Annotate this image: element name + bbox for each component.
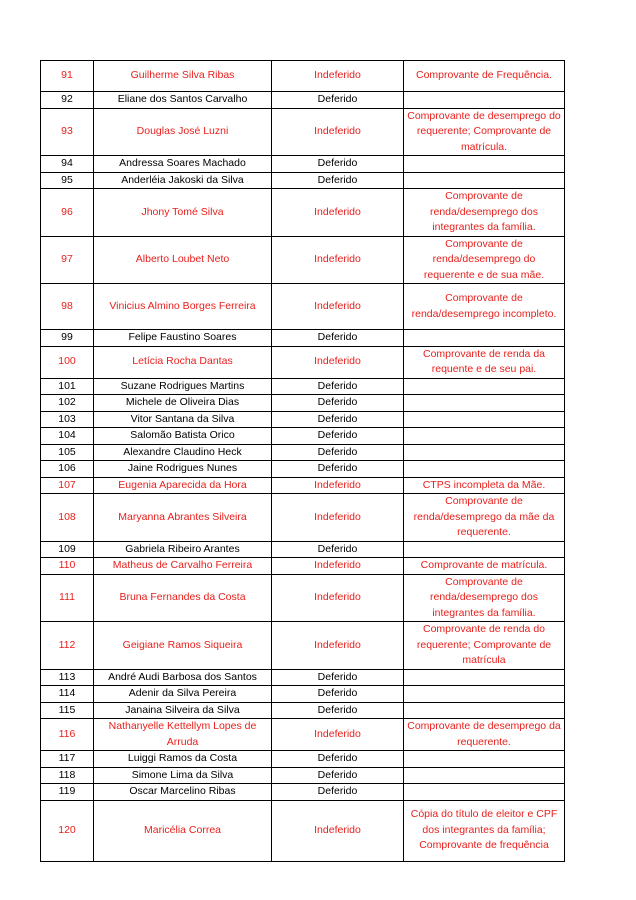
table-row <box>41 477 565 494</box>
row-number-cell: 116 <box>41 719 94 751</box>
row-number-cell: 108 <box>41 494 94 542</box>
table-row <box>41 189 565 237</box>
status-cell: Deferido <box>272 784 404 801</box>
missing-documents-cell <box>404 395 565 412</box>
row-number-cell: 100 <box>41 346 94 378</box>
missing-documents-cell <box>404 767 565 784</box>
row-number-cell: 114 <box>41 686 94 703</box>
missing-documents-cell <box>404 686 565 703</box>
row-number-cell: 115 <box>41 702 94 719</box>
table-row <box>41 702 565 719</box>
applicant-name-cell: Geigiane Ramos Siqueira <box>94 622 272 670</box>
status-cell: Deferido <box>272 156 404 173</box>
row-number-cell: 91 <box>41 61 94 92</box>
status-cell: Deferido <box>272 444 404 461</box>
row-number-cell: 95 <box>41 172 94 189</box>
row-number-cell: 111 <box>41 574 94 622</box>
status-cell: Deferido <box>272 92 404 109</box>
row-number-cell: 103 <box>41 411 94 428</box>
missing-documents-cell <box>404 461 565 478</box>
table-row <box>41 494 565 542</box>
row-number-cell: 94 <box>41 156 94 173</box>
table-row <box>41 541 565 558</box>
applicant-name-cell: Matheus de Carvalho Ferreira <box>94 558 272 575</box>
table-row <box>41 767 565 784</box>
table-row <box>41 428 565 445</box>
status-cell: Deferido <box>272 378 404 395</box>
table-row <box>41 156 565 173</box>
missing-documents-cell: Comprovante de matrícula. <box>404 558 565 575</box>
status-cell: Deferido <box>272 751 404 768</box>
table-row <box>41 558 565 575</box>
row-number-cell: 92 <box>41 92 94 109</box>
missing-documents-cell: CTPS incompleta da Mãe. <box>404 477 565 494</box>
missing-documents-cell: Comprovante de desemprego da requerente. <box>404 719 565 751</box>
missing-documents-cell: Comprovante de renda/desemprego do requerente e de sua mãe. <box>404 236 565 284</box>
missing-documents-cell: Comprovante de renda do requerente; Comprovante de matrícula <box>404 622 565 670</box>
table-row <box>41 411 565 428</box>
status-cell: Indeferido <box>272 494 404 542</box>
status-cell: Deferido <box>272 428 404 445</box>
row-number-cell: 106 <box>41 461 94 478</box>
table-row <box>41 800 565 861</box>
table-row <box>41 686 565 703</box>
applicant-name-cell: Douglas José Luzni <box>94 108 272 156</box>
row-number-cell: 110 <box>41 558 94 575</box>
table-row <box>41 330 565 347</box>
results-table-body <box>41 61 565 862</box>
missing-documents-cell <box>404 428 565 445</box>
missing-documents-cell <box>404 172 565 189</box>
status-cell: Indeferido <box>272 346 404 378</box>
row-number-cell: 112 <box>41 622 94 670</box>
missing-documents-cell <box>404 444 565 461</box>
missing-documents-cell <box>404 330 565 347</box>
applicant-name-cell: Suzane Rodrigues Martins <box>94 378 272 395</box>
applicant-name-cell: Michele de Oliveira Dias <box>94 395 272 412</box>
applicant-name-cell: Jhony Tomé Silva <box>94 189 272 237</box>
row-number-cell: 102 <box>41 395 94 412</box>
status-cell: Indeferido <box>272 284 404 330</box>
applicant-name-cell: Letícia Rocha Dantas <box>94 346 272 378</box>
row-number-cell: 96 <box>41 189 94 237</box>
applicant-name-cell: Salomão Batista Orico <box>94 428 272 445</box>
missing-documents-cell: Comprovante de Frequência. <box>404 61 565 92</box>
table-row <box>41 61 565 92</box>
applicant-name-cell: Vitor Santana da Silva <box>94 411 272 428</box>
applicant-name-cell: Maricélia Correa <box>94 800 272 861</box>
table-row <box>41 461 565 478</box>
applicant-name-cell: Janaina Silveira da Silva <box>94 702 272 719</box>
row-number-cell: 120 <box>41 800 94 861</box>
status-cell: Deferido <box>272 461 404 478</box>
table-row <box>41 172 565 189</box>
table-row <box>41 751 565 768</box>
status-cell: Deferido <box>272 172 404 189</box>
missing-documents-cell <box>404 784 565 801</box>
status-cell: Indeferido <box>272 800 404 861</box>
applicant-name-cell: Maryanna Abrantes Silveira <box>94 494 272 542</box>
row-number-cell: 107 <box>41 477 94 494</box>
status-cell: Deferido <box>272 330 404 347</box>
status-cell: Deferido <box>272 702 404 719</box>
row-number-cell: 113 <box>41 669 94 686</box>
table-row <box>41 395 565 412</box>
table-row <box>41 784 565 801</box>
applicant-name-cell: Eliane dos Santos Carvalho <box>94 92 272 109</box>
missing-documents-cell: Comprovante de desemprego do requerente; Comprovante de matrícula. <box>404 108 565 156</box>
table-row <box>41 236 565 284</box>
table-row <box>41 669 565 686</box>
status-cell: Deferido <box>272 767 404 784</box>
row-number-cell: 118 <box>41 767 94 784</box>
applicant-name-cell: Nathanyelle Kettellym Lopes de Arruda <box>94 719 272 751</box>
status-cell: Indeferido <box>272 189 404 237</box>
row-number-cell: 99 <box>41 330 94 347</box>
row-number-cell: 105 <box>41 444 94 461</box>
table-row <box>41 92 565 109</box>
missing-documents-cell <box>404 411 565 428</box>
applicant-name-cell: Luiggi Ramos da Costa <box>94 751 272 768</box>
status-cell: Indeferido <box>272 236 404 284</box>
applicant-name-cell: André Audi Barbosa dos Santos <box>94 669 272 686</box>
row-number-cell: 101 <box>41 378 94 395</box>
row-number-cell: 119 <box>41 784 94 801</box>
status-cell: Indeferido <box>272 558 404 575</box>
table-row <box>41 622 565 670</box>
missing-documents-cell: Cópia do título de eleitor e CPF dos integrantes da família; Comprovante de frequência <box>404 800 565 861</box>
missing-documents-cell: Comprovante de renda/desemprego dos integrantes da família. <box>404 574 565 622</box>
applicant-name-cell: Andressa Soares Machado <box>94 156 272 173</box>
table-row <box>41 444 565 461</box>
missing-documents-cell <box>404 751 565 768</box>
table-row <box>41 719 565 751</box>
row-number-cell: 117 <box>41 751 94 768</box>
applicant-name-cell: Jaine Rodrigues Nunes <box>94 461 272 478</box>
table-row <box>41 378 565 395</box>
missing-documents-cell <box>404 669 565 686</box>
applicant-name-cell: Alexandre Claudino Heck <box>94 444 272 461</box>
applicant-name-cell: Adenir da Silva Pereira <box>94 686 272 703</box>
applicant-name-cell: Guilherme Silva Ribas <box>94 61 272 92</box>
applicant-name-cell: Eugenia Aparecida da Hora <box>94 477 272 494</box>
status-cell: Indeferido <box>272 574 404 622</box>
missing-documents-cell <box>404 378 565 395</box>
applicant-name-cell: Vinicius Almino Borges Ferreira <box>94 284 272 330</box>
table-row <box>41 574 565 622</box>
missing-documents-cell <box>404 156 565 173</box>
row-number-cell: 109 <box>41 541 94 558</box>
table-row <box>41 284 565 330</box>
row-number-cell: 104 <box>41 428 94 445</box>
status-cell: Indeferido <box>272 108 404 156</box>
table-row <box>41 346 565 378</box>
applicant-name-cell: Anderléia Jakoski da Silva <box>94 172 272 189</box>
row-number-cell: 97 <box>41 236 94 284</box>
status-cell: Deferido <box>272 541 404 558</box>
status-cell: Deferido <box>272 395 404 412</box>
missing-documents-cell: Comprovante de renda da requente e de seu pai. <box>404 346 565 378</box>
status-cell: Deferido <box>272 669 404 686</box>
status-cell: Indeferido <box>272 719 404 751</box>
applicant-name-cell: Oscar Marcelino Ribas <box>94 784 272 801</box>
row-number-cell: 98 <box>41 284 94 330</box>
status-cell: Deferido <box>272 411 404 428</box>
status-cell: Indeferido <box>272 477 404 494</box>
missing-documents-cell <box>404 92 565 109</box>
missing-documents-cell <box>404 541 565 558</box>
applicant-name-cell: Simone Lima da Silva <box>94 767 272 784</box>
status-cell: Indeferido <box>272 61 404 92</box>
results-table <box>40 60 565 862</box>
table-row <box>41 108 565 156</box>
row-number-cell: 93 <box>41 108 94 156</box>
applicant-name-cell: Felipe Faustino Soares <box>94 330 272 347</box>
missing-documents-cell: Comprovante de renda/desemprego dos integrantes da família. <box>404 189 565 237</box>
applicant-name-cell: Alberto Loubet Neto <box>94 236 272 284</box>
missing-documents-cell <box>404 702 565 719</box>
missing-documents-cell: Comprovante de renda/desemprego da mãe da requerente. <box>404 494 565 542</box>
applicant-name-cell: Bruna Fernandes da Costa <box>94 574 272 622</box>
missing-documents-cell: Comprovante de renda/desemprego incompleto. <box>404 284 565 330</box>
applicant-name-cell: Gabriela Ribeiro Arantes <box>94 541 272 558</box>
status-cell: Deferido <box>272 686 404 703</box>
status-cell: Indeferido <box>272 622 404 670</box>
